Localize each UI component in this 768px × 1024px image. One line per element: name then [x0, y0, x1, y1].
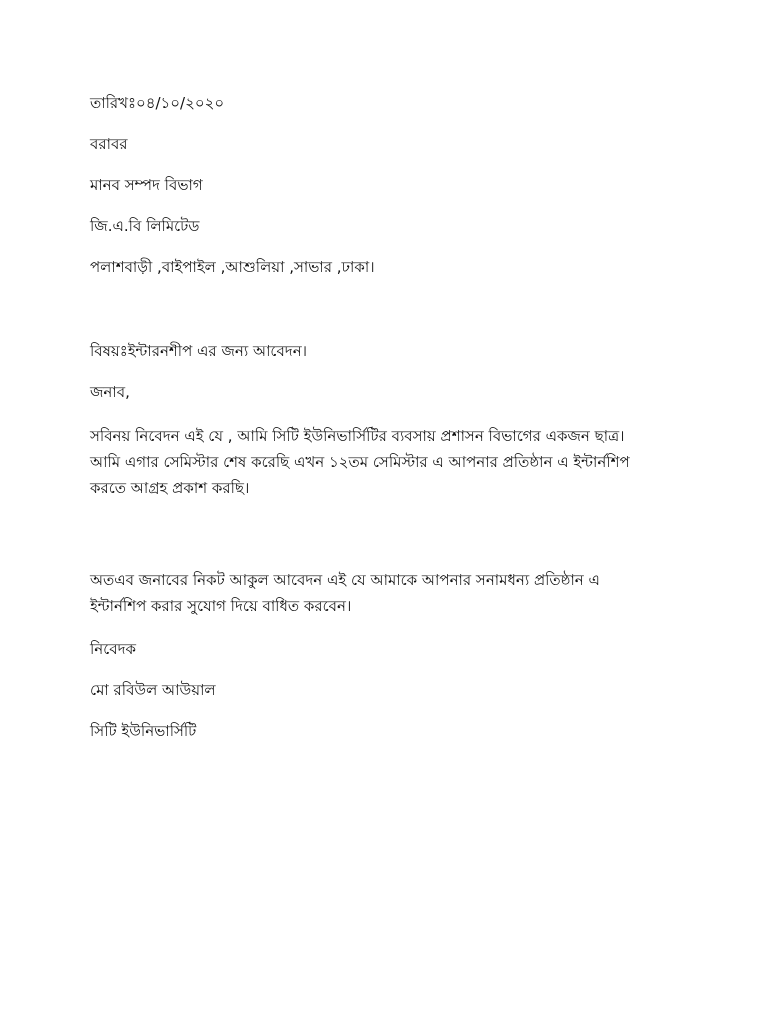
- letter-to: বরাবর: [90, 135, 128, 153]
- body-line: করতে আগ্রহ প্রকাশ করছি।: [90, 479, 250, 497]
- sender-organization: সিটি ইউনিভার্সিটি: [90, 722, 197, 740]
- body-line: আমি এগার সেমিস্টার শেষ করেছি এখন ১২তম সেমিস্টার এ আপনার প্রতিষ্ঠান এ ইন্টার্নশিপ: [90, 453, 630, 471]
- sender-name: মো রবিউল আউয়াল: [90, 681, 216, 699]
- letter-closing: নিবেদক: [90, 640, 136, 658]
- recipient-address: পলাশবাড়ী ,বাইপাইল ,আশুলিয়া ,সাভার ,ঢাকা।: [90, 258, 375, 276]
- letter-body-paragraph-1: [90, 423, 690, 501]
- recipient-department: মানব সম্পদ বিভাগ: [90, 176, 203, 194]
- body-line: ইন্টার্নশিপ করার সুযোগ দিয়ে বাধিত করবেন।: [90, 597, 352, 615]
- letter-subject: বিষয়ঃইন্টারনশীপ এর জন্য আবেদন।: [90, 342, 308, 360]
- letter-salutation: জনাব,: [90, 383, 130, 401]
- body-line: সবিনয় নিবেদন এই যে , আমি সিটি ইউনিভার্সিটির ব্যবসায় প্রশাসন বিভাগের একজন ছাত্র।: [90, 427, 625, 445]
- body-line: অতএব জনাবের নিকট আকুল আবেদন এই যে আমাকে আপনার সনামধন্য প্রতিষ্ঠান এ: [90, 571, 600, 589]
- letter-body-paragraph-2: [90, 567, 690, 619]
- letter-date: তারিখঃ০৪/১০/২০২০: [90, 94, 225, 112]
- recipient-company: জি.এ.বি লিমিটেড: [90, 217, 200, 235]
